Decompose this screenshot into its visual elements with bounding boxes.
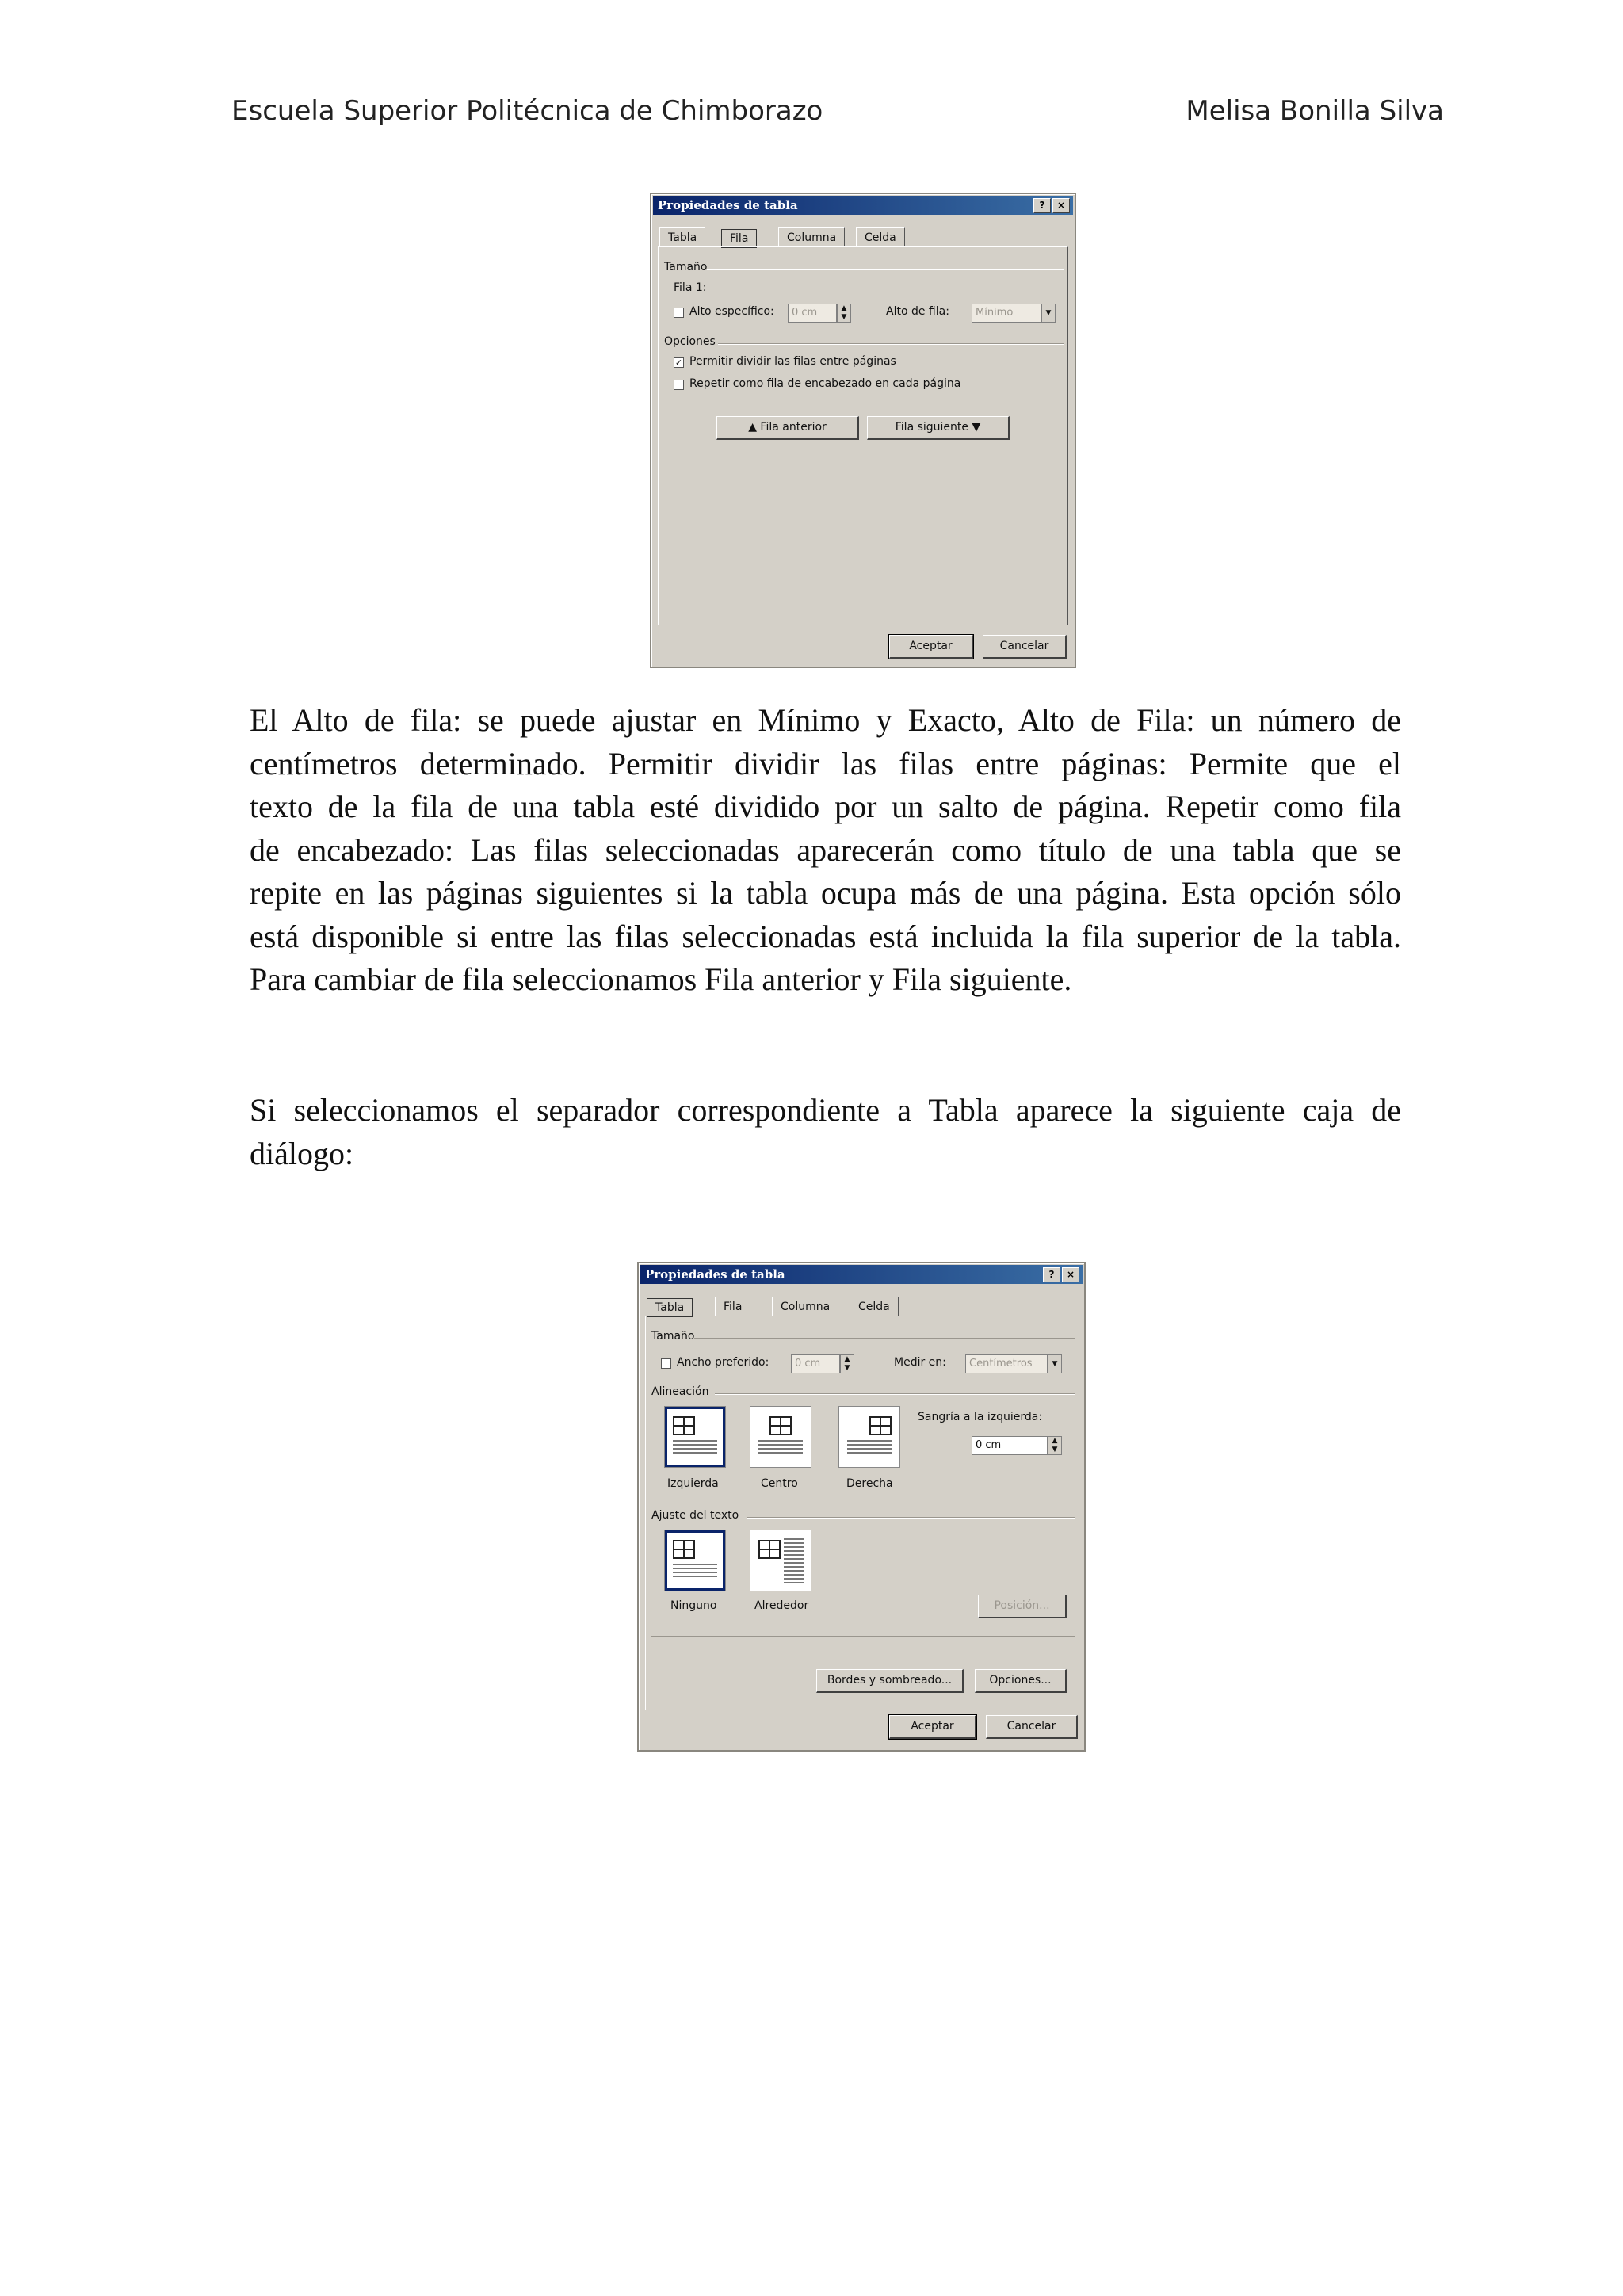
paragraph-table-intro	[250, 1089, 1401, 1175]
paragraph-line: El Alto de fila: se puede ajustar en Mínimo y Exacto, Alto de Fila: un número de	[250, 702, 1401, 738]
repeat-header-checkbox[interactable]	[674, 380, 684, 390]
dialog-fila	[650, 193, 1076, 668]
position-button[interactable]: Posición...	[978, 1595, 1067, 1618]
table-nowrap-icon	[673, 1540, 695, 1559]
paragraph-line: Para cambiar de fila seleccionamos Fila anterior y Fila siguiente.	[250, 961, 1072, 997]
width-spinner[interactable]: ▲ ▼	[840, 1354, 854, 1373]
cancel-button[interactable]: Cancelar	[983, 635, 1067, 659]
paragraph-line: de encabezado: Las filas seleccionadas aparecerán como título de una tabla que se	[250, 831, 1401, 868]
group-divider	[694, 1338, 1075, 1339]
height-check-label: Alto específico:	[689, 305, 774, 318]
indent-label: Sangría a la izquierda:	[918, 1411, 1043, 1423]
borders-shading-button[interactable]: Bordes y sombreado...	[816, 1669, 964, 1693]
width-checkbox[interactable]	[661, 1358, 671, 1369]
chevron-down-icon[interactable]: ▼	[1048, 1354, 1062, 1373]
chevron-down-icon[interactable]: ▼	[1041, 304, 1056, 323]
paragraph-line: está disponible si entre las filas seleccionadas está incluida la fila superior de la tabla.	[250, 918, 1401, 954]
ok-button[interactable]: Aceptar	[889, 635, 973, 659]
dialog-tabla	[637, 1262, 1086, 1752]
group-size-label: Tamaño	[651, 1330, 695, 1343]
tab-columna[interactable]: Columna	[772, 1297, 838, 1316]
paragraph-line: texto de la fila de una tabla esté dividido por un salto de página. Repetir como fila	[250, 789, 1401, 824]
align-center-option[interactable]	[750, 1406, 812, 1468]
height-input[interactable]: 0 cm	[788, 304, 837, 323]
wrap-around-option[interactable]	[750, 1530, 812, 1591]
cancel-button[interactable]: Cancelar	[986, 1715, 1078, 1739]
align-left-label: Izquierda	[667, 1477, 719, 1490]
align-right-label: Derecha	[846, 1477, 893, 1490]
tab-tabla[interactable]: Tabla	[659, 227, 705, 247]
group-wrap-label: Ajuste del texto	[651, 1509, 739, 1522]
width-input[interactable]: 0 cm	[791, 1354, 840, 1373]
align-right-option[interactable]	[838, 1406, 900, 1468]
table-right-icon	[869, 1416, 892, 1435]
group-divider	[718, 343, 1064, 344]
close-button[interactable]: ×	[1062, 1267, 1079, 1282]
row-label: Fila 1:	[674, 281, 707, 294]
tab-celda[interactable]: Celda	[850, 1297, 899, 1316]
row-height-label: Alto de fila:	[886, 305, 949, 318]
tab-fila[interactable]: Fila	[721, 229, 757, 248]
header-school: Escuela Superior Politécnica de Chimborazo	[231, 95, 823, 127]
ok-button[interactable]: Aceptar	[889, 1715, 976, 1739]
dialog-titlebar	[653, 196, 1073, 215]
tab-fila[interactable]: Fila	[715, 1297, 750, 1316]
paragraph-line: centímetros determinado. Permitir dividir las filas entre páginas: Permite que el	[250, 745, 1401, 781]
wrap-none-option[interactable]	[664, 1530, 726, 1591]
tab-tabla[interactable]: Tabla	[647, 1298, 693, 1317]
align-left-option[interactable]	[664, 1406, 726, 1468]
next-row-button[interactable]: Fila siguiente ▼	[867, 416, 1010, 440]
row-height-select[interactable]: Mínimo	[972, 304, 1041, 323]
repeat-header-label: Repetir como fila de encabezado en cada página	[689, 377, 961, 390]
group-divider	[715, 1393, 1075, 1394]
paragraph-line: Si seleccionamos el separador correspondiente a Tabla aparece la siguiente caja de	[250, 1092, 1401, 1128]
group-align-label: Alineación	[651, 1385, 709, 1398]
dialog-titlebar	[640, 1265, 1083, 1284]
align-center-label: Centro	[761, 1477, 798, 1490]
paragraph-line: repite en las páginas siguientes si la tabla ocupa más de una página. Esta opción sólo	[250, 875, 1401, 911]
wrap-none-label: Ninguno	[670, 1599, 717, 1612]
previous-row-button[interactable]: ▲ Fila anterior	[716, 416, 859, 440]
width-check-label: Ancho preferido:	[677, 1356, 769, 1369]
dialog-title: Propiedades de tabla	[658, 198, 798, 212]
group-size-label: Tamaño	[664, 261, 708, 273]
wrap-around-label: Alrededor	[754, 1599, 809, 1612]
height-checkbox[interactable]	[674, 308, 684, 318]
paragraph-line: diálogo:	[250, 1135, 354, 1171]
allow-split-label: Permitir dividir las filas entre páginas	[689, 355, 896, 368]
dialog-title: Propiedades de tabla	[645, 1267, 785, 1282]
table-center-icon	[769, 1416, 792, 1435]
tab-celda[interactable]: Celda	[856, 227, 905, 247]
group-divider	[651, 1636, 1075, 1637]
group-options-label: Opciones	[664, 335, 716, 348]
options-button[interactable]: Opciones...	[975, 1669, 1067, 1693]
indent-input[interactable]: 0 cm	[972, 1436, 1048, 1455]
measure-select[interactable]: Centímetros	[965, 1354, 1048, 1373]
table-wrap-icon	[758, 1540, 781, 1559]
height-spinner[interactable]: ▲ ▼	[837, 304, 851, 323]
paragraph-row-explanation	[250, 699, 1401, 1002]
tab-columna[interactable]: Columna	[778, 227, 845, 247]
measure-label: Medir en:	[894, 1356, 946, 1369]
help-button[interactable]: ?	[1043, 1267, 1060, 1282]
table-left-icon	[673, 1416, 695, 1435]
indent-spinner[interactable]: ▲ ▼	[1048, 1436, 1062, 1455]
allow-split-checkbox[interactable]: ✓	[674, 357, 683, 368]
group-divider	[747, 1517, 1075, 1518]
close-button[interactable]: ×	[1052, 198, 1070, 213]
header-author: Melisa Bonilla Silva	[1186, 95, 1444, 127]
help-button[interactable]: ?	[1033, 198, 1051, 213]
